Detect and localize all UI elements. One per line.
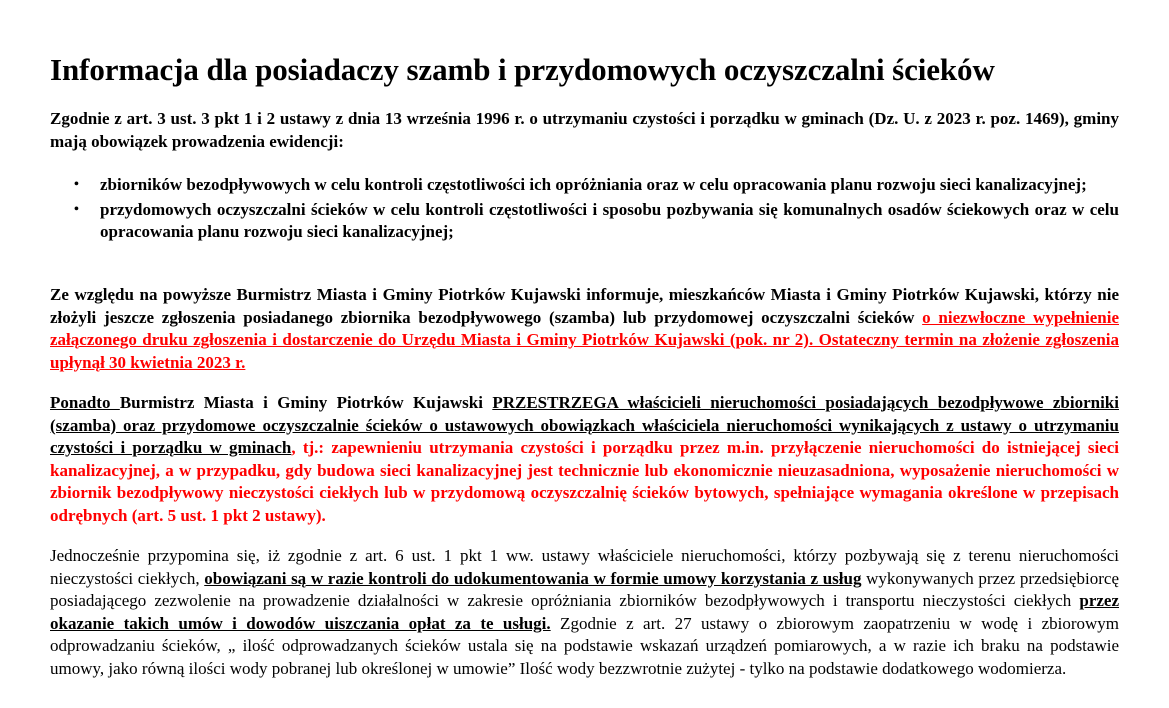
page-title: Informacja dla posiadaczy szamb i przydomowych oczyszczalni ścieków [50,52,995,87]
intro-paragraph: Zgodnie z art. 3 ust. 3 pkt 1 i 2 ustawy z dnia 13 września 1996 r. o utrzymaniu czystości i porządku w gminach (Dz. U. z 2023 r. poz. 1469), gminy mają obowiązek prowadzenia ewidencji: [50,109,1119,151]
list-item-text: zbiorników bezodpływowych w celu kontroli częstotliwości ich opróżniania oraz w celu opracowania planu rozwoju sieci kanalizacyjnej; [100,175,1087,194]
list-item [50,199,1119,244]
warning-paragraph [50,392,1119,527]
reminder-obligation: obowiązani są w razie kontroli do udokumentowania w formie umowy korzystania z usług [204,568,862,588]
warning-author: Burmistrz Miasta i Gminy Piotrków Kujawski [119,393,493,412]
evidence-list [50,174,1119,244]
notice-text: Ze względu na powyższe Burmistrz Miasta i Gminy Piotrków Kujawski informuje, mieszkańców Miasta i Gminy Piotrków Kujawski, którzy nie złożyli jeszcze zgłoszenia posiadanego zbiornika bezodpływowego (szamba) lub przydomowej oczyszczalni ścieków [50,285,1119,327]
list-item [50,174,1119,197]
warning-lead: Ponadto [50,393,120,412]
reminder-text-2: wykonywanych przez przedsiębiorcę posiadającego zezwolenie na prowadzenie działalności w zakresie opróżniania zbiorników bezodpływowych i transportu nieczystości ciekłych [50,568,1119,610]
reminder-text-3: Zgodnie z art. 27 ustawy o zbiorowym zaopatrzeniu w wodę i zbiorowym odprowadzaniu ścieków, „ ilość odprowadzanych ścieków ustala się na podstawie wskazań urządzeń pomiarowych, a w razie ich braku na podstawie umowy, jako równą ilości wody pobranej lub określonej w umowie” Ilość wody bezzwrotnie zużytej - tylko na podstawie dodatkowego wodomierza. [50,613,1119,678]
reminder-proof: przez okazanie takich umów i dowodów uiszczania opłat za te usługi. [50,591,1119,633]
evidence-list-container [50,174,1119,246]
warning-statement: PRZESTRZEGA właścicieli nieruchomości posiadających bezodpływowe zbiorniki (szamba) oraz przydomowe oczyszczalnie ścieków o ustawowych obowiązkach właściciela nieruchomości wynikających z ustawy o utrzymaniu czystości i porządku w gminach [50,393,1119,457]
bullet-icon: • [74,177,79,192]
bullet-icon: • [74,201,79,217]
notice-paragraph [50,284,1119,374]
deadline-notice: o niezwłoczne wypełnienie załączonego druku zgłoszenia i dostarczenie do Urzędu Miasta i Gminy Piotrków Kujawski (pok. nr 2). Ostateczny termin na złożenie zgłoszenia upłynął 30 kwietnia 2023 r. [50,307,1119,372]
reminder-paragraph [50,545,1119,680]
reminder-text-1: Jednocześnie przypomina się, iż zgodnie z art. 6 ust. 1 pkt 1 ww. ustawy właściciele nieruchomości, którzy pozbywają się z terenu nieruchomości nieczystości ciekłych, [50,546,1119,588]
warning-details: , tj.: zapewnieniu utrzymania czystości i porządku przez m.in. przyłączenie nieruchomości do istniejącej sieci kanalizacyjnej, a w przypadku, gdy budowa sieci kanalizacyjnej jest technicznie lub ekonomicznie nieuzasadniona, wyposażenie nieruchomości w zbiornik bezodpływowy nieczystości ciekłych lub w przydomową oczyszczalnię ścieków bytowych, spełniające wymagania określone w przepisach odrębnych (art. 5 ust. 1 pkt 2 ustawy). [50,438,1119,525]
list-item-text: przydomowych oczyszczalni ścieków w celu kontroli częstotliwości i sposobu pozbywania się komunalnych osadów ściekowych oraz w celu opracowania planu rozwoju sieci kanalizacyjnej; [100,199,1119,241]
